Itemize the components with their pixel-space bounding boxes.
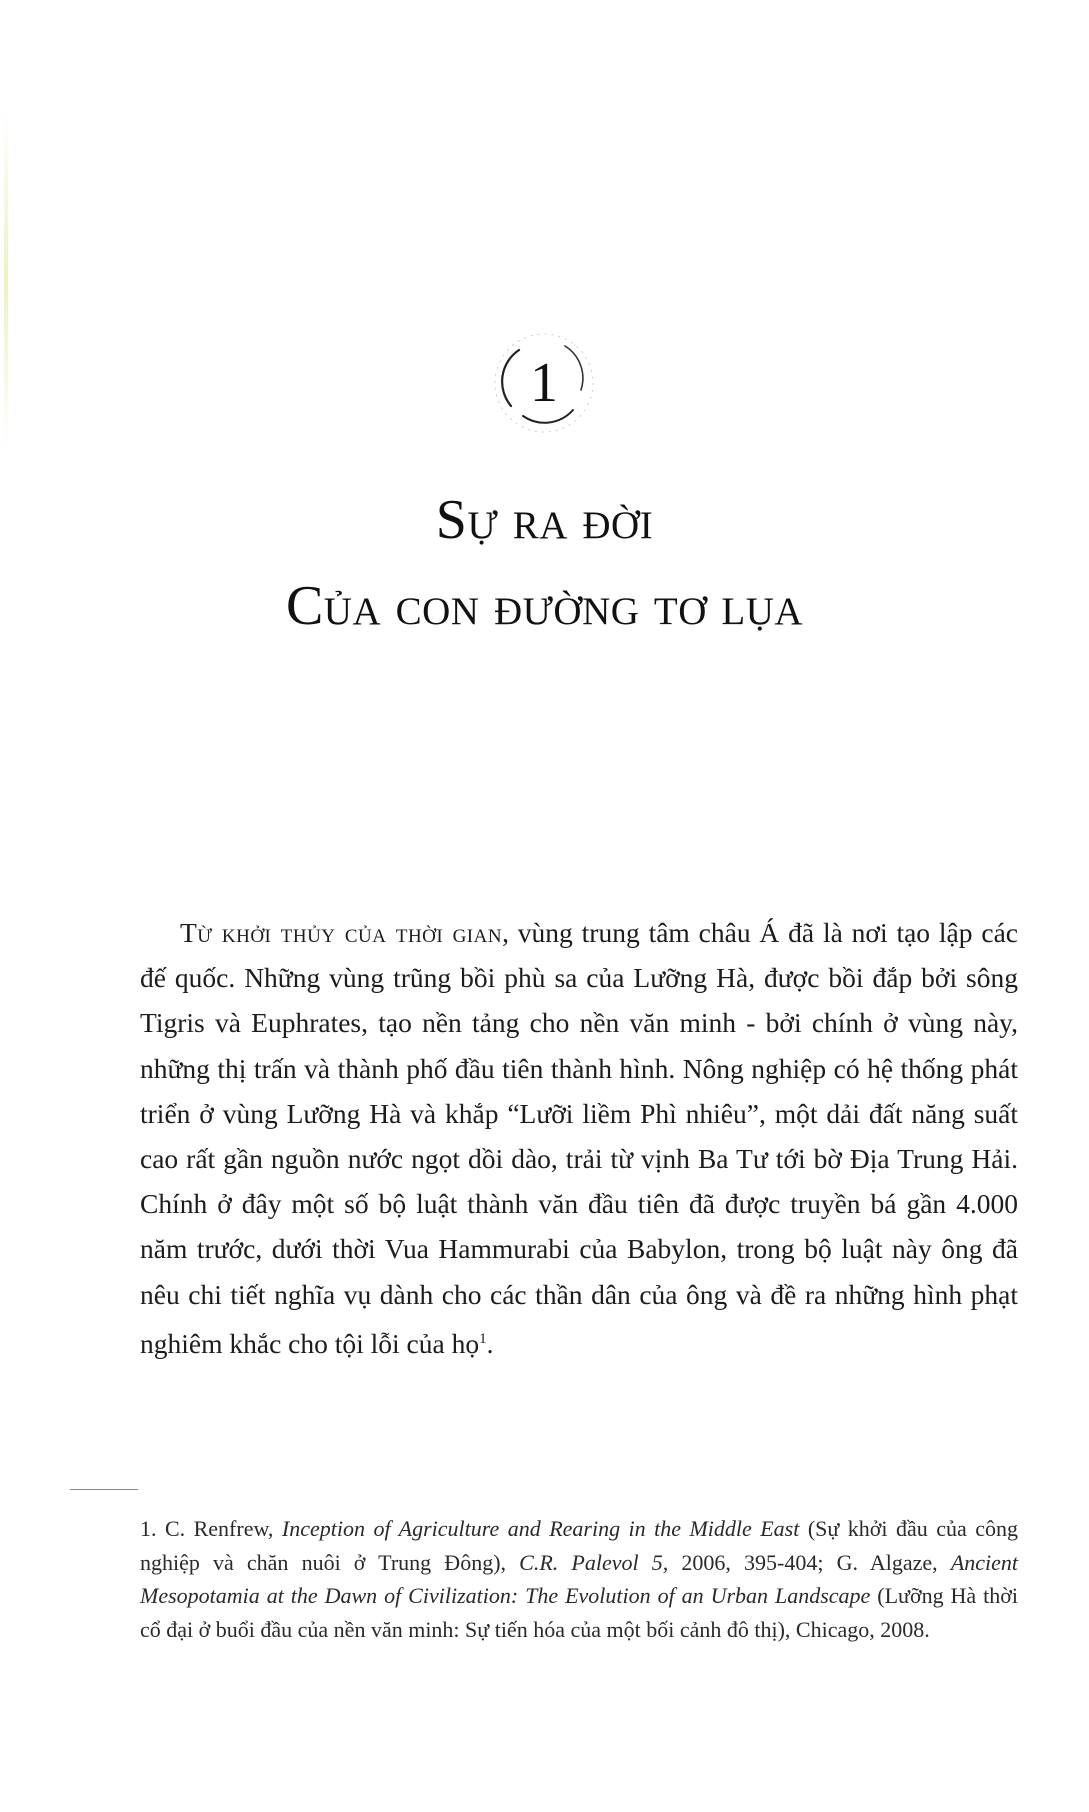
body-paragraph <box>140 910 1018 1366</box>
footnote-author-1: C. Renfrew, <box>164 1516 274 1541</box>
chapter-number: 1 <box>530 352 558 414</box>
page-edge-tint <box>4 110 8 450</box>
paragraph <box>140 910 1018 1366</box>
paragraph-text: , vùng trung tâm châu Á đã là nơi tạo lập các đế quốc. Những vùng trũng bồi phù sa của Lưỡng Hà, được bồi đắp bởi sông Tigris và Euphrates, tạo nền tảng cho nền văn minh - bởi chính ở vùng này, những thị trấn và thành phố đầu tiên thành hình. Nông nghiệp có hệ thống phát triển ở vùng Lưỡng Hà và khắp “Lưỡi liềm Phì nhiêu”, một dải đất năng suất cao rất gần nguồn nước ngọt dồi dào, trải từ vịnh Ba Tư tới bờ Địa Trung Hải. Chính ở đây một số bộ luật thành văn đầu tiên đã được truyền bá gần 4.000 năm trước, dưới thời Vua Hammurabi của Babylon, trong bộ luật này ông đã nêu chi tiết nghĩa vụ dành cho các thần dân của ông và đề ra những hình phạt nghiêm khắc cho tội lỗi của họ <box>140 917 1018 1359</box>
footnote-title-2: Ancient Mesopotamia at the Dawn of Civilization: The Evolution of an Urban Landscape <box>140 1549 1019 1608</box>
footnote-journal: C.R. Palevol 5, <box>519 1549 669 1575</box>
footnote-details-2: Chicago, 2008. <box>795 1616 930 1642</box>
footnote-number: 1. <box>140 1516 157 1541</box>
footnote-rule <box>70 1489 138 1490</box>
footnote-text <box>140 1512 1018 1646</box>
footnote-title-1: Inception of Agriculture and Rearing in the Middle East <box>281 1516 800 1541</box>
footnote-translation-1: (Sự khởi đầu của công nghiệp và chăn nuôi ở Trung Đông), <box>140 1516 1018 1575</box>
chapter-title-text-2: Của con đường tơ lụa <box>285 575 804 637</box>
chapter-badge <box>489 328 599 438</box>
footnote <box>140 1512 1018 1646</box>
paragraph-lead: Từ khởi thủy của thời gian <box>180 917 503 948</box>
chapter-title-text-1: Sự ra đời <box>435 489 654 551</box>
paragraph-end: . <box>486 1327 494 1359</box>
footnote-reference: 1 <box>479 1330 487 1347</box>
chapter-title-line-1 <box>100 488 989 552</box>
footnote-translation-2: (Lưỡng Hà thời cổ đại ở buổi đầu của nền văn minh: Sự tiến hóa của một bối cảnh đô thị), <box>140 1583 1018 1642</box>
chapter-title-line-2 <box>100 574 989 638</box>
footnote-details-1: 2006, 395-404; G. Algaze, <box>681 1549 938 1575</box>
